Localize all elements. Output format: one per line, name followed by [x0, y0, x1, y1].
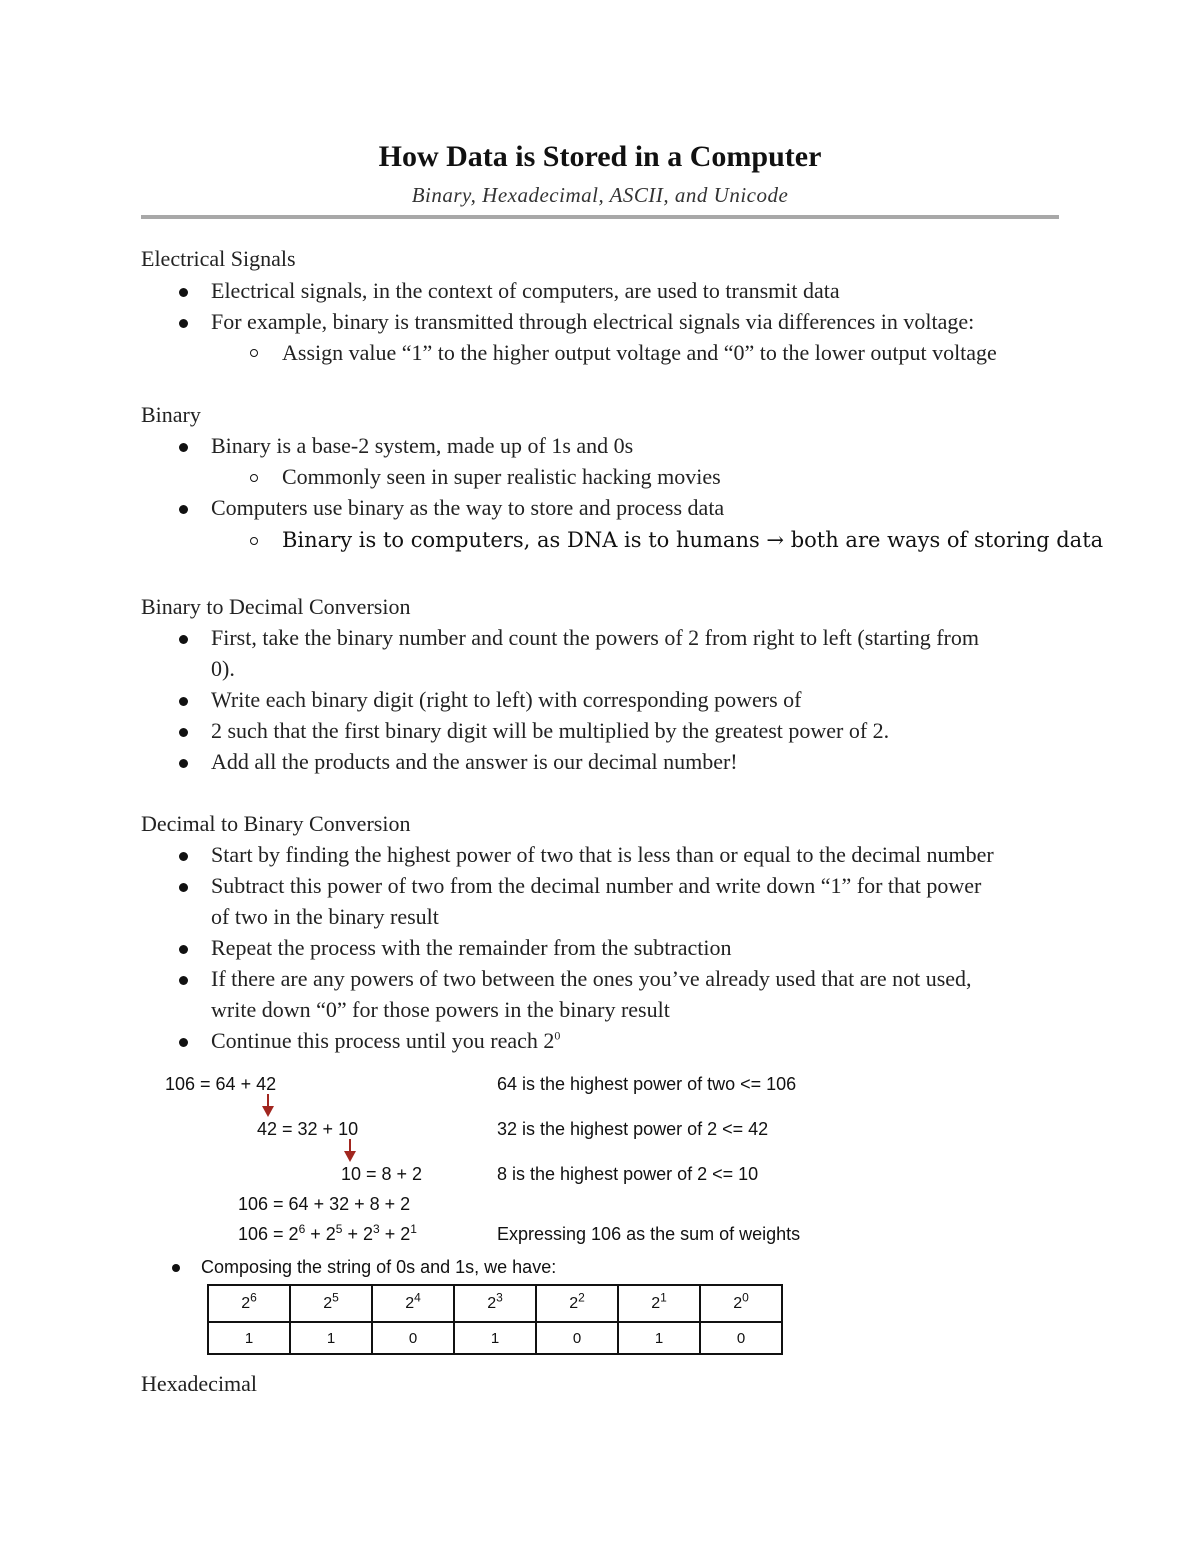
page-title: How Data is Stored in a Computer [378, 140, 822, 173]
table-header-cell [208, 1285, 290, 1322]
exponent: 4 [414, 1290, 421, 1305]
table-row [208, 1322, 782, 1354]
sub-bullet-circle [250, 537, 258, 545]
table-cell: 1 [618, 1322, 700, 1354]
bullet-dot [179, 883, 188, 892]
example-step-3: 10 = 8 + 2 [341, 1164, 423, 1184]
list-item-continuation: of two in the binary result [211, 904, 439, 929]
example-step-2: 42 = 32 + 10 [257, 1119, 359, 1139]
table-cell: 0 [700, 1322, 782, 1354]
bullet-dot [179, 759, 188, 768]
bullet-dot [172, 1264, 180, 1272]
power-base: 2 [733, 1294, 743, 1312]
page-subtitle: Binary, Hexadecimal, ASCII, and Unicode [411, 183, 789, 207]
powers-text: 106 = 2 [238, 1224, 299, 1244]
sub-list-item: Binary is to computers, as DNA is to humans → both are ways of storing data [282, 528, 1104, 552]
table-header-cell [700, 1285, 782, 1322]
table-cell: 0 [536, 1322, 618, 1354]
bullet-dot [179, 443, 188, 452]
bullet-dot [179, 1038, 188, 1047]
exponent: 6 [250, 1290, 257, 1305]
powers-text: + 2 [379, 1224, 411, 1244]
bullet-dot [179, 319, 188, 328]
power-base: 2 [487, 1294, 497, 1312]
list-item: First, take the binary number and count the powers of 2 from right to left (starting from [211, 625, 979, 650]
list-item-text: Continue this process until you reach 2 [211, 1028, 555, 1053]
table-cell: 1 [290, 1322, 372, 1354]
list-item: Subtract this power of two from the decimal number and write down “1” for that power [211, 873, 982, 898]
list-item: Add all the products and the answer is our decimal number! [211, 749, 738, 774]
bullet-dot [179, 697, 188, 706]
sub-list-item: Commonly seen in super realistic hacking movies [282, 464, 721, 489]
down-arrow-head-icon [262, 1106, 274, 1117]
bullet-dot [179, 505, 188, 514]
power-base: 2 [405, 1294, 415, 1312]
bullet-dot [179, 945, 188, 954]
exponent: 2 [578, 1290, 585, 1305]
list-item-continuation: write down “0” for those powers in the binary result [211, 997, 670, 1022]
powers-text: + 2 [305, 1224, 336, 1244]
list-item [211, 1028, 560, 1054]
bullet-dot [179, 288, 188, 297]
table-header-cell [372, 1285, 454, 1322]
table-cell: 0 [372, 1322, 454, 1354]
power-base: 2 [651, 1294, 661, 1312]
sub-list-item: Assign value “1” to the higher output voltage and “0” to the lower output voltage [282, 340, 997, 365]
exponent: 1 [410, 1222, 417, 1236]
list-item: Write each binary digit (right to left) with corresponding powers of [211, 687, 802, 712]
power-base: 2 [569, 1294, 579, 1312]
example-sum: 106 = 64 + 32 + 8 + 2 [238, 1194, 411, 1214]
list-item: Start by finding the highest power of two that is less than or equal to the decimal number [211, 842, 994, 867]
table-header-cell [618, 1285, 700, 1322]
example-step-1: 106 = 64 + 42 [165, 1074, 277, 1094]
example-note-1: 64 is the highest power of two <= 106 [497, 1074, 797, 1094]
powers-text: + 2 [342, 1224, 373, 1244]
exponent: 5 [332, 1290, 339, 1305]
exponent: 1 [660, 1290, 667, 1305]
section-heading-electrical: Electrical Signals [141, 246, 296, 271]
sub-bullet-circle [250, 349, 258, 357]
exponent: 3 [496, 1290, 503, 1305]
list-item: Electrical signals, in the context of computers, are used to transmit data [211, 278, 840, 303]
compose-text: Composing the string of 0s and 1s, we have: [201, 1257, 557, 1277]
power-base: 2 [323, 1294, 333, 1312]
section-heading-hexadecimal: Hexadecimal [141, 1371, 258, 1396]
table-header-cell [290, 1285, 372, 1322]
example-note-5: Expressing 106 as the sum of weights [497, 1224, 801, 1244]
section-heading-binary-to-decimal: Binary to Decimal Conversion [141, 594, 411, 619]
bullet-dot [179, 852, 188, 861]
exponent: 3 [373, 1222, 380, 1236]
title-divider [141, 215, 1059, 219]
exponent: 6 [298, 1222, 306, 1236]
table-header-cell [454, 1285, 536, 1322]
section-heading-binary: Binary [141, 402, 201, 427]
binary-powers-table [207, 1284, 783, 1355]
table-cell: 1 [454, 1322, 536, 1354]
list-item: If there are any powers of two between the ones you’ve already used that are not used, [211, 966, 972, 991]
example-powers-sum [238, 1224, 417, 1245]
table-header-cell [536, 1285, 618, 1322]
example-note-3: 8 is the highest power of 2 <= 10 [497, 1164, 759, 1184]
exponent: 0 [554, 1028, 561, 1043]
list-item: 2 such that the first binary digit will be multiplied by the greatest power of 2. [211, 718, 890, 743]
example-note-2: 32 is the highest power of 2 <= 42 [497, 1119, 769, 1139]
down-arrow-head-icon [344, 1151, 356, 1162]
bullet-dot [179, 976, 188, 985]
list-item: Binary is a base-2 system, made up of 1s and 0s [211, 433, 634, 458]
list-item: For example, binary is transmitted through electrical signals via differences in voltage: [211, 309, 975, 334]
list-item: Computers use binary as the way to store and process data [211, 495, 725, 520]
bullet-dot [179, 635, 188, 644]
sub-bullet-circle [250, 474, 258, 482]
table-cell: 1 [208, 1322, 290, 1354]
exponent: 0 [742, 1290, 749, 1305]
table-header-row [208, 1285, 782, 1322]
list-item-continuation: 0). [211, 656, 235, 681]
list-item: Repeat the process with the remainder from the subtraction [211, 935, 732, 960]
bullet-dot [179, 728, 188, 737]
exponent: 5 [335, 1222, 343, 1236]
power-base: 2 [241, 1294, 251, 1312]
section-heading-decimal-to-binary: Decimal to Binary Conversion [141, 811, 411, 836]
